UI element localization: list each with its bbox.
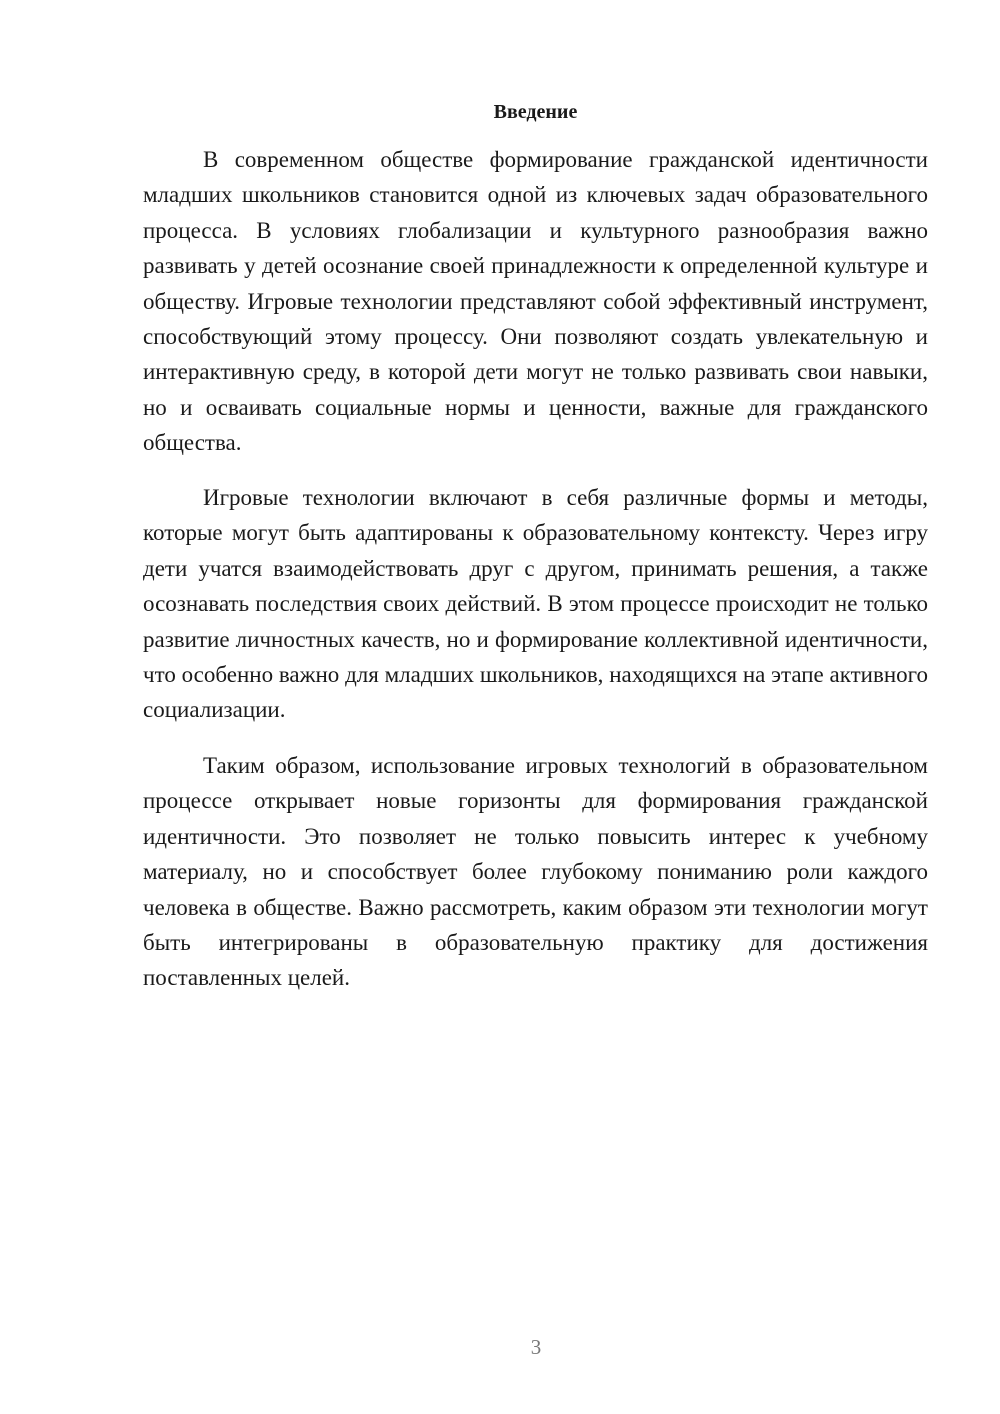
section-heading: Введение xyxy=(493,101,578,123)
page-number: 3 xyxy=(530,1335,542,1359)
paragraph-2: Игровые технологии включают в себя различные формы и методы, которые могут быть адаптированы к образовательному контексту. Через игру дети учатся взаимодействовать друг с другом, принимать решения, а также осознавать последствия своих действий. В этом процессе происходит не только развитие личностных качеств, но и формирование коллективной идентичности, что особенно важно для младших школьников, находящихся на этапе активного социализации. xyxy=(143,485,928,723)
paragraph-3: Таким образом, использование игровых технологий в образовательном процессе открывает новые горизонты для формирования гражданской идентичности. Это позволяет не только повысить интерес к учебному материалу, но и способствует более глубокому пониманию роли каждого человека в обществе. Важно рассмотреть, каким образом эти технологии могут быть интегрированы в образовательную практику для достижения поставленных целей. xyxy=(143,753,928,991)
paragraph-1: В современном обществе формирование гражданской идентичности младших школьников становится одной из ключевых задач образовательного процесса. В условиях глобализации и культурного разнообразия важно развивать у детей осознание своей принадлежности к определенной культуре и обществу. Игровые технологии представляют собой эффективный инструмент, способствующий этому процессу. Они позволяют создать увлекательную и интерактивную среду, в которой дети могут не только развивать свои навыки, но и осваивать социальные нормы и ценности, важные для гражданского общества. xyxy=(143,147,928,456)
